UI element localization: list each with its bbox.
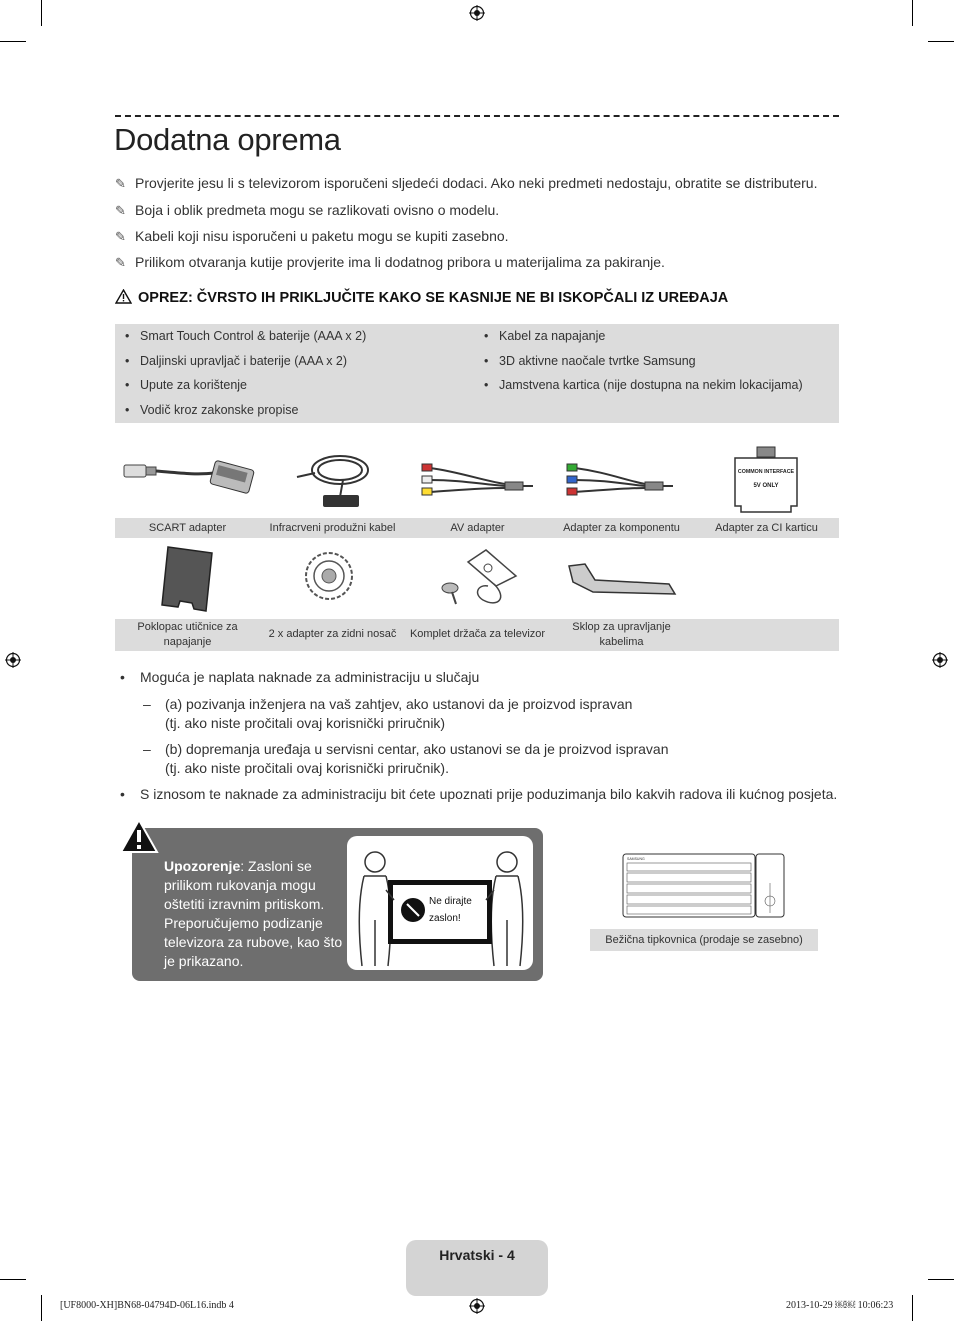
print-slug: 2013-10-29 ￼￼ 10:06:23	[786, 1300, 894, 1311]
fee-case: – (a) pozivanja inženjera na vaš zahtjev, ako ustanovi da je proizvod ispravan	[143, 696, 633, 712]
note-item: ✎ Provjerite jesu li s televizorom isporučeni sljedeći dodaci. Ako neki predmeti nedostaju, obratite se distributeru.	[115, 175, 818, 191]
pencil-note-icon: ✎	[115, 176, 126, 191]
ci-card-label: COMMON INTERFACE	[737, 469, 795, 475]
pencil-note-icon: ✎	[115, 255, 126, 270]
accessory-caption: SCART adapter	[148, 522, 227, 534]
registration-mark-icon	[469, 5, 485, 21]
av-adapter-icon	[420, 460, 535, 500]
list-item: • Smart Touch Control & baterije (AAA x 2)	[140, 329, 366, 343]
page-title: Dodatna oprema	[114, 122, 341, 157]
accessory-caption: 2 x adapter za zidni nosač	[268, 628, 397, 640]
crop-mark	[41, 1295, 42, 1321]
fee-notice: • S iznosom te naknade za administraciju bit ćete upoznati prije poduzimanja bilo kakvih radova ili kućnog posjeta.	[120, 786, 838, 802]
people-holding-tv-icon	[350, 840, 530, 968]
section-divider	[115, 115, 839, 117]
note-item: ✎ Boja i oblik predmeta mogu se razlikovati ovisno o modelu.	[115, 202, 500, 218]
wall-mount-adapter-icon	[303, 550, 355, 602]
warning-text: Upozorenje: Zasloni se prilikom rukovanja mogu oštetiti izravnim pritiskom. Preporučujemo podizanje televizora za rubove, kao što je prikazano.	[164, 858, 343, 969]
accessory-caption: AV adapter	[450, 522, 505, 534]
keyboard-caption: Bežična tipkovnica (prodaje se zasebno)	[590, 929, 818, 951]
accessory-caption: Komplet držača za televizor	[409, 628, 546, 640]
list-item: • 3D aktivne naočale tvrtke Samsung	[499, 354, 696, 368]
crop-mark	[0, 1279, 26, 1280]
list-item: • Kabel za napajanje	[499, 329, 605, 343]
component-adapter-icon	[565, 460, 675, 500]
print-slug: [UF8000-XH]BN68-04794D-06L16.indb 4	[60, 1300, 234, 1311]
crop-mark	[912, 1295, 913, 1321]
list-item: • Upute za korištenje	[140, 378, 247, 392]
power-cover-icon	[158, 545, 214, 613]
tv-sign-text: zaslon!	[429, 913, 461, 924]
crop-mark	[0, 41, 26, 42]
ci-card-adapter-icon	[733, 446, 799, 514]
accessory-caption: Sklop za upravljanje kabelima	[572, 621, 671, 648]
note-item: ✎ Prilikom otvaranja kutije provjerite ima li dodatnog pribora u materijalima za pakiranje.	[115, 254, 665, 270]
caution-heading: OPREZ: ČVRSTO IH PRIKLJUČITE KAKO SE KASNIJE NE BI ISKOPČALI IZ UREĐAJA	[115, 289, 728, 306]
list-item: • Vodič kroz zakonske propise	[140, 403, 298, 417]
registration-mark-icon	[5, 652, 21, 668]
keyboard-brand: SAMSUNG	[627, 857, 645, 861]
accessory-caption: Infracrveni produžni kabel	[269, 522, 396, 534]
pencil-note-icon: ✎	[115, 203, 126, 218]
crop-mark	[928, 1279, 954, 1280]
tv-holder-kit-icon	[438, 548, 528, 610]
registration-mark-icon	[932, 652, 948, 668]
list-item: • Jamstvena kartica (nije dostupna na nekim lokacijama)	[499, 378, 803, 392]
warning-triangle-icon	[119, 818, 159, 854]
fee-case-note: (tj. ako niste pročitali ovaj korisnički priručnik)	[165, 715, 446, 731]
fee-case: – (b) dopremanja uređaja u servisni centar, ako ustanovi se da je proizvod ispravan	[143, 741, 669, 757]
fee-bullet: • Moguća je naplata naknade za administraciju u slučaju	[120, 669, 480, 685]
page-number: Hrvatski - 4	[439, 1247, 515, 1263]
crop-mark	[912, 0, 913, 26]
scart-adapter-icon	[120, 455, 255, 505]
note-item: ✎ Kabeli koji nisu isporučeni u paketu mogu se kupiti zasebno.	[115, 228, 509, 244]
registration-mark-icon	[469, 1298, 485, 1314]
accessory-caption: Poklopac utičnice za napajanje	[137, 621, 238, 648]
list-item: • Daljinski upravljač i baterije (AAA x 2)	[140, 354, 347, 368]
fee-case-note: (tj. ako niste pročitali ovaj korisnički priručnik).	[165, 760, 449, 776]
ci-card-label: 5V ONLY	[753, 483, 779, 489]
warning-triangle-icon	[115, 289, 132, 304]
crop-mark	[928, 41, 954, 42]
pencil-note-icon: ✎	[115, 229, 126, 244]
ir-extender-cable-icon	[295, 445, 375, 515]
crop-mark	[41, 0, 42, 26]
cable-management-icon	[565, 560, 680, 600]
accessory-caption: Adapter za CI karticu	[715, 522, 818, 534]
wireless-keyboard-icon	[622, 853, 786, 919]
tv-sign-text: Ne dirajte	[429, 896, 472, 907]
accessory-caption: Adapter za komponentu	[563, 522, 680, 534]
